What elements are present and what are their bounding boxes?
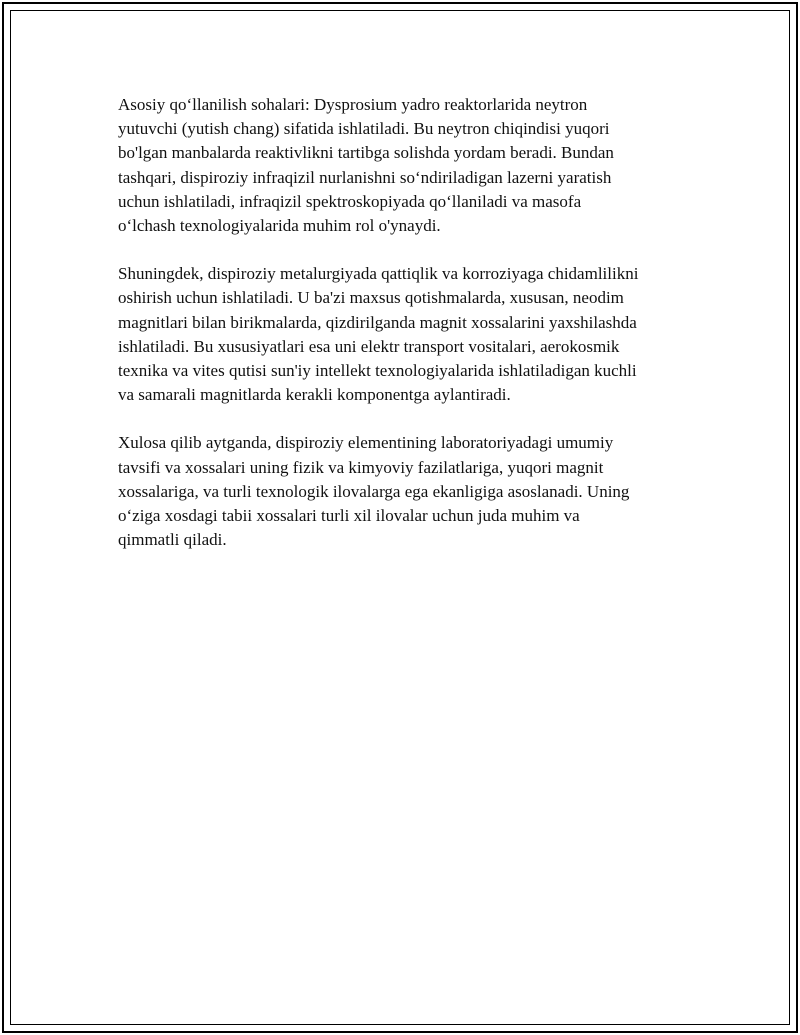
text-line: o‘ziga xosdagi tabii xossalari turli xil ilovalar uchun juda muhim va bbox=[118, 506, 580, 526]
text-line: tavsifi va xossalari uning fizik va kimyoviy fazilatlariga, yuqori magnit bbox=[118, 457, 604, 477]
paragraph-applications bbox=[118, 93, 698, 238]
text-line: tashqari, dispiroziy infraqizil nurlanishni so‘ndiriladigan lazerni yaratish bbox=[118, 167, 612, 187]
text-line: ishlatiladi. Bu xususiyatlari esa uni elektr transport vositalari, aerokosmik bbox=[118, 336, 620, 356]
text-line: magnitlari bilan birikmalarda, qizdirilganda magnit xossalarini yaxshilashda bbox=[118, 312, 637, 332]
text-line: oshirish uchun ishlatiladi. U ba'zi maxsus qotishmalarda, xususan, neodim bbox=[118, 288, 624, 308]
text-line: uchun ishlatiladi, infraqizil spektroskopiyada qo‘llaniladi va masofa bbox=[118, 191, 582, 211]
text-line: qimmatli qiladi. bbox=[118, 530, 227, 550]
text-line: Xulosa qilib aytganda, dispiroziy elementining laboratoriyadagi umumiy bbox=[118, 433, 614, 453]
text-line: Asosiy qo‘llanilish sohalari: Dysprosium yadro reaktorlarida neytron bbox=[118, 95, 588, 114]
document-body bbox=[118, 93, 698, 576]
text-line: Shuningdek, dispiroziy metalurgiyada qattiqlik va korroziyaga chidamlilikni bbox=[118, 264, 639, 284]
text-line: yutuvchi (yutish chang) sifatida ishlatiladi. Bu neytron chiqindisi yuqori bbox=[118, 119, 610, 139]
paragraph-metallurgy bbox=[118, 262, 698, 407]
paragraph-conclusion bbox=[118, 431, 698, 552]
text-line: bo'lgan manbalarda reaktivlikni tartibga solishda yordam beradi. Bundan bbox=[118, 143, 614, 163]
text-line: xossalariga, va turli texnologik ilovalarga ega ekanligiga asoslanadi. Uning bbox=[118, 481, 630, 501]
text-line: texnika va vites qutisi sun'iy intellekt texnologiyalarida ishlatiladigan kuchli bbox=[118, 361, 637, 381]
text-line: o‘lchash texnologiyalarida muhim rol o'ynaydi. bbox=[118, 216, 441, 236]
text-line: va samarali magnitlarda kerakli komponentga aylantiradi. bbox=[118, 385, 511, 405]
